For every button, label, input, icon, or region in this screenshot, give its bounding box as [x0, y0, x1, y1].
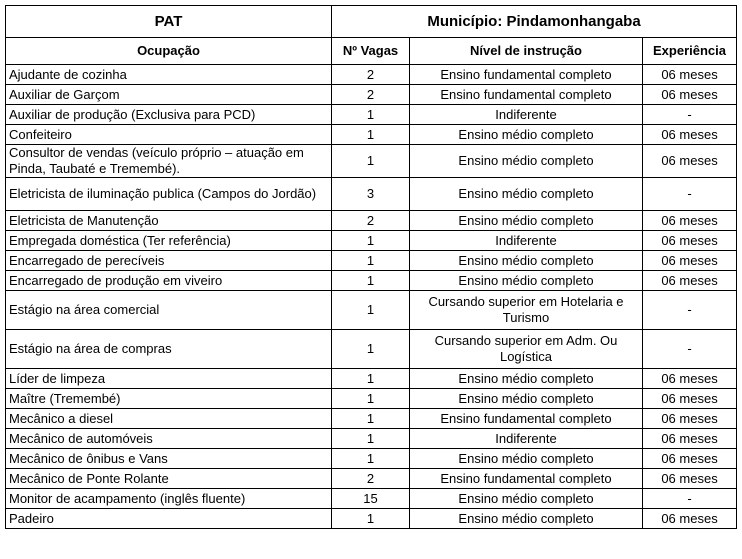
cell-nivel: Ensino fundamental completo	[410, 469, 643, 489]
cell-vagas: 1	[332, 509, 410, 529]
table-row	[6, 509, 737, 529]
header-ocupacao: Ocupação	[6, 38, 332, 65]
cell-experiencia: -	[643, 291, 737, 330]
cell-vagas: 1	[332, 271, 410, 291]
cell-ocupacao: Padeiro	[6, 509, 332, 529]
table-row	[6, 178, 737, 211]
cell-vagas: 1	[332, 449, 410, 469]
cell-ocupacao: Mecânico de Ponte Rolante	[6, 469, 332, 489]
cell-nivel: Ensino médio completo	[410, 125, 643, 145]
title-municipio: Município: Pindamonhangaba	[332, 6, 737, 38]
cell-ocupacao: Maître (Tremembé)	[6, 389, 332, 409]
cell-vagas: 1	[332, 145, 410, 178]
cell-nivel: Ensino médio completo	[410, 449, 643, 469]
header-experiencia: Experiência	[643, 38, 737, 65]
cell-vagas: 1	[332, 389, 410, 409]
table-row	[6, 429, 737, 449]
cell-nivel: Ensino médio completo	[410, 251, 643, 271]
cell-vagas: 3	[332, 178, 410, 211]
cell-ocupacao: Eletricista de Manutenção	[6, 211, 332, 231]
cell-vagas: 1	[332, 125, 410, 145]
cell-experiencia: -	[643, 178, 737, 211]
table-row	[6, 271, 737, 291]
cell-vagas: 2	[332, 65, 410, 85]
cell-experiencia: 06 meses	[643, 409, 737, 429]
cell-ocupacao: Auxiliar de Garçom	[6, 85, 332, 105]
cell-vagas: 1	[332, 231, 410, 251]
cell-experiencia: -	[643, 105, 737, 125]
table-row	[6, 449, 737, 469]
cell-vagas: 1	[332, 105, 410, 125]
cell-nivel: Ensino médio completo	[410, 489, 643, 509]
cell-vagas: 1	[332, 251, 410, 271]
table-row	[6, 489, 737, 509]
cell-experiencia: 06 meses	[643, 251, 737, 271]
cell-nivel: Ensino médio completo	[410, 509, 643, 529]
cell-ocupacao: Encarregado de produção em viveiro	[6, 271, 332, 291]
title-row	[6, 6, 737, 38]
table-row	[6, 409, 737, 429]
cell-vagas: 1	[332, 330, 410, 369]
cell-ocupacao: Confeiteiro	[6, 125, 332, 145]
cell-nivel: Indiferente	[410, 429, 643, 449]
cell-experiencia: 06 meses	[643, 211, 737, 231]
cell-experiencia: 06 meses	[643, 469, 737, 489]
cell-vagas: 2	[332, 469, 410, 489]
cell-experiencia: 06 meses	[643, 389, 737, 409]
title-pat: PAT	[6, 6, 332, 38]
cell-vagas: 1	[332, 291, 410, 330]
cell-nivel: Ensino médio completo	[410, 271, 643, 291]
cell-nivel: Cursando superior em Hotelaria e Turismo	[410, 291, 643, 330]
cell-experiencia: 06 meses	[643, 449, 737, 469]
table-row	[6, 389, 737, 409]
cell-nivel: Ensino médio completo	[410, 145, 643, 178]
table-row	[6, 85, 737, 105]
cell-experiencia: -	[643, 489, 737, 509]
cell-ocupacao: Consultor de vendas (veículo próprio – atuação em Pinda, Taubaté e Tremembé).	[6, 145, 332, 178]
column-header-row	[6, 38, 737, 65]
cell-vagas: 2	[332, 211, 410, 231]
table-row	[6, 469, 737, 489]
cell-experiencia: 06 meses	[643, 125, 737, 145]
cell-vagas: 1	[332, 369, 410, 389]
table-row	[6, 330, 737, 369]
cell-ocupacao: Auxiliar de produção (Exclusiva para PCD)	[6, 105, 332, 125]
vacancies-table	[5, 5, 737, 529]
cell-vagas: 1	[332, 429, 410, 449]
cell-ocupacao: Monitor de acampamento (inglês fluente)	[6, 489, 332, 509]
cell-ocupacao: Estágio na área de compras	[6, 330, 332, 369]
cell-nivel: Ensino médio completo	[410, 211, 643, 231]
table-row	[6, 291, 737, 330]
cell-experiencia: 06 meses	[643, 65, 737, 85]
table-row	[6, 251, 737, 271]
cell-nivel: Ensino fundamental completo	[410, 85, 643, 105]
cell-experiencia: 06 meses	[643, 231, 737, 251]
cell-ocupacao: Ajudante de cozinha	[6, 65, 332, 85]
cell-experiencia: 06 meses	[643, 85, 737, 105]
table-row	[6, 105, 737, 125]
table-row	[6, 145, 737, 178]
header-vagas: Nº Vagas	[332, 38, 410, 65]
cell-experiencia: 06 meses	[643, 369, 737, 389]
cell-ocupacao: Encarregado de perecíveis	[6, 251, 332, 271]
cell-nivel: Ensino médio completo	[410, 369, 643, 389]
table-row	[6, 65, 737, 85]
cell-nivel: Indiferente	[410, 105, 643, 125]
cell-experiencia: 06 meses	[643, 429, 737, 449]
cell-ocupacao: Empregada doméstica (Ter referência)	[6, 231, 332, 251]
cell-nivel: Cursando superior em Adm. Ou Logística	[410, 330, 643, 369]
table-row	[6, 125, 737, 145]
cell-nivel: Indiferente	[410, 231, 643, 251]
cell-ocupacao: Eletricista de iluminação publica (Campos do Jordão)	[6, 178, 332, 211]
cell-ocupacao: Mecânico a diesel	[6, 409, 332, 429]
cell-vagas: 2	[332, 85, 410, 105]
cell-nivel: Ensino fundamental completo	[410, 409, 643, 429]
cell-experiencia: -	[643, 330, 737, 369]
table-row	[6, 211, 737, 231]
cell-ocupacao: Líder de limpeza	[6, 369, 332, 389]
cell-nivel: Ensino médio completo	[410, 178, 643, 211]
cell-experiencia: 06 meses	[643, 509, 737, 529]
cell-ocupacao: Mecânico de ônibus e Vans	[6, 449, 332, 469]
header-nivel: Nível de instrução	[410, 38, 643, 65]
cell-ocupacao: Estágio na área comercial	[6, 291, 332, 330]
cell-nivel: Ensino fundamental completo	[410, 65, 643, 85]
cell-nivel: Ensino médio completo	[410, 389, 643, 409]
cell-vagas: 15	[332, 489, 410, 509]
cell-vagas: 1	[332, 409, 410, 429]
table-row	[6, 231, 737, 251]
cell-experiencia: 06 meses	[643, 145, 737, 178]
cell-experiencia: 06 meses	[643, 271, 737, 291]
table-row	[6, 369, 737, 389]
cell-ocupacao: Mecânico de automóveis	[6, 429, 332, 449]
